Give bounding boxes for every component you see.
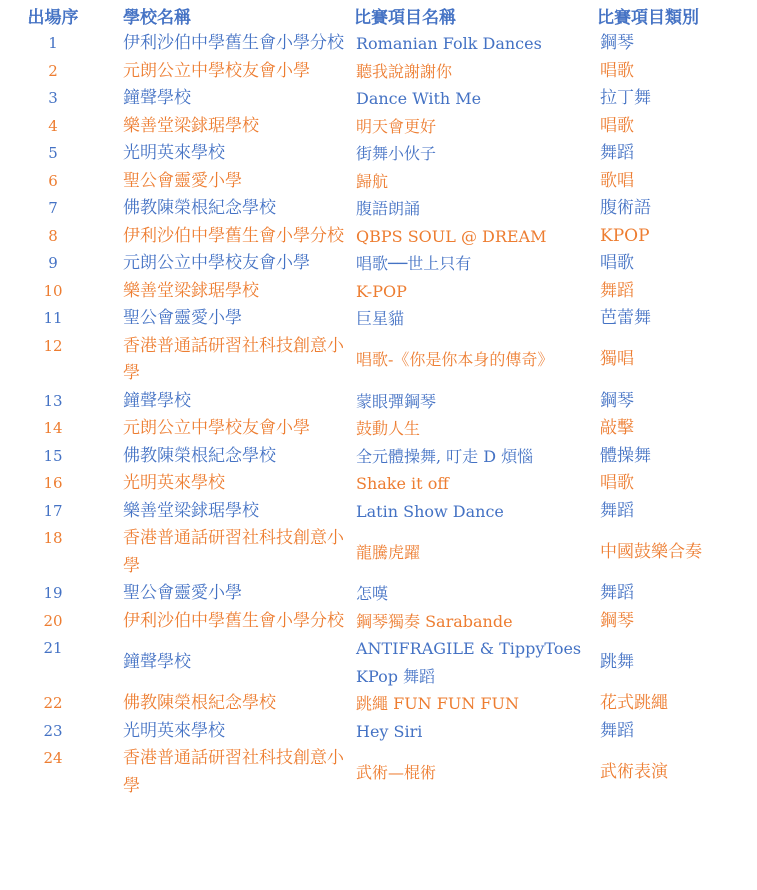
row-school-name: 光明英來學校 bbox=[123, 473, 225, 493]
row-school-name: 鐘聲學校 bbox=[123, 651, 191, 672]
row-item-name: 跳繩 FUN FUN FUN bbox=[356, 694, 520, 713]
row-school-name: 伊利沙伯中學舊生會小學分校 bbox=[123, 33, 344, 53]
row-item-category: 獨唱 bbox=[600, 349, 634, 370]
table-row bbox=[0, 85, 757, 113]
row-item-name: 蒙眼彈鋼琴 bbox=[356, 391, 437, 411]
row-item-category: 中國鼓樂合奏 bbox=[600, 541, 702, 562]
table-row bbox=[0, 113, 757, 141]
row-item-name: Latin Show Dance bbox=[356, 501, 504, 521]
row-item-category: 體操舞 bbox=[600, 445, 651, 466]
row-school-name: 佛教陳榮根紀念學校 bbox=[123, 198, 276, 218]
row-school-name: 香港普通話研習社科技創意小學 bbox=[123, 748, 344, 796]
row-item-name: 唱歌──世上只有 bbox=[356, 254, 472, 273]
row-order-number: 11 bbox=[43, 309, 63, 327]
table-row bbox=[0, 223, 757, 251]
row-order-number: 15 bbox=[43, 446, 63, 465]
row-item-category: 鋼琴 bbox=[600, 610, 634, 631]
row-item-category: 腹術語 bbox=[600, 198, 651, 218]
table-row bbox=[0, 580, 757, 608]
row-school-name: 聖公會靈愛小學 bbox=[123, 170, 242, 191]
row-item-category: 武術表演 bbox=[600, 761, 668, 782]
row-item-category: 芭蕾舞 bbox=[600, 308, 651, 328]
row-school-name: 聖公會靈愛小學 bbox=[123, 308, 242, 328]
row-order-number: 23 bbox=[43, 721, 63, 740]
row-school-name: 元朗公立中學校友會小學 bbox=[123, 253, 310, 273]
row-item-category: 鋼琴 bbox=[600, 390, 634, 411]
row-school-name: 光明英來學校 bbox=[123, 720, 225, 741]
row-order-number: 9 bbox=[48, 254, 58, 272]
row-order-number: 24 bbox=[43, 749, 63, 767]
table-row bbox=[0, 443, 757, 471]
table-row bbox=[0, 278, 757, 306]
row-item-name: 怎嘆 bbox=[356, 584, 389, 603]
row-order-number: 18 bbox=[43, 529, 63, 547]
row-school-name: 樂善堂梁銶琚學校 bbox=[123, 500, 259, 521]
row-item-category: 花式跳繩 bbox=[600, 693, 668, 713]
row-order-number: 12 bbox=[43, 336, 63, 355]
row-item-category: 跳舞 bbox=[600, 651, 634, 672]
row-item-name: 鼓動人生 bbox=[356, 419, 421, 438]
row-item-category: 拉丁舞 bbox=[600, 88, 651, 108]
row-item-category: 唱歌 bbox=[600, 473, 634, 493]
row-order-number: 22 bbox=[43, 694, 63, 712]
row-item-category: 唱歌 bbox=[600, 60, 634, 81]
table-row bbox=[0, 140, 757, 168]
row-order-number: 3 bbox=[48, 89, 58, 107]
table-row bbox=[0, 168, 757, 196]
table-row bbox=[0, 195, 757, 223]
row-item-category: 舞蹈 bbox=[600, 143, 634, 163]
row-school-name: 元朗公立中學校友會小學 bbox=[123, 418, 310, 438]
row-item-name: ANTIFRAGILE & TippyToes KPop 舞蹈 bbox=[356, 639, 582, 686]
row-item-name: 腹語朗誦 bbox=[356, 199, 421, 218]
row-item-name: 明天會更好 bbox=[356, 116, 437, 136]
row-item-name: QBPS SOUL @ DREAM bbox=[356, 226, 547, 246]
row-school-name: 鐘聲學校 bbox=[123, 390, 191, 411]
row-school-name: 光明英來學校 bbox=[123, 143, 225, 163]
row-item-category: 敲擊 bbox=[600, 418, 634, 438]
row-order-number: 4 bbox=[48, 116, 58, 135]
table-row bbox=[0, 690, 757, 718]
table-row bbox=[0, 745, 757, 800]
row-item-category: 舞蹈 bbox=[600, 500, 634, 521]
header-item-category: 比賽項目類別 bbox=[597, 7, 699, 28]
row-order-number: 6 bbox=[48, 171, 58, 190]
row-item-name: 街舞小伙子 bbox=[356, 144, 437, 163]
row-item-name: Dance With Me bbox=[356, 89, 482, 108]
table-row bbox=[0, 30, 757, 58]
row-item-category: 舞蹈 bbox=[600, 583, 634, 603]
row-order-number: 21 bbox=[43, 639, 63, 657]
row-order-number: 19 bbox=[43, 584, 63, 602]
table-row bbox=[0, 333, 757, 388]
row-item-name: 鋼琴獨奏 Sarabande bbox=[356, 611, 513, 631]
row-order-number: 10 bbox=[43, 281, 63, 300]
table-row bbox=[0, 250, 757, 278]
row-school-name: 鐘聲學校 bbox=[123, 88, 191, 108]
row-order-number: 13 bbox=[43, 391, 63, 410]
row-order-number: 5 bbox=[48, 144, 58, 162]
row-item-name: 歸航 bbox=[356, 171, 389, 191]
row-school-name: 佛教陳榮根紀念學校 bbox=[123, 445, 276, 466]
row-school-name: 伊利沙伯中學舊生會小學分校 bbox=[123, 225, 344, 246]
row-school-name: 香港普通話研習社科技創意小學 bbox=[123, 528, 344, 576]
row-order-number: 16 bbox=[43, 474, 63, 492]
table-row bbox=[0, 470, 757, 498]
row-item-name: 武術—棍術 bbox=[356, 762, 437, 782]
table-row bbox=[0, 525, 757, 580]
row-school-name: 聖公會靈愛小學 bbox=[123, 583, 242, 603]
table-header-row bbox=[0, 0, 757, 30]
header-item-name: 比賽項目名稱 bbox=[354, 7, 456, 28]
row-order-number: 20 bbox=[43, 611, 63, 630]
row-school-name: 佛教陳榮根紀念學校 bbox=[123, 693, 276, 713]
table-body bbox=[0, 30, 757, 800]
table-row bbox=[0, 608, 757, 636]
row-item-category: KPOP bbox=[600, 225, 650, 246]
row-item-name: K-POP bbox=[356, 281, 407, 301]
row-school-name: 伊利沙伯中學舊生會小學分校 bbox=[123, 610, 344, 631]
row-item-name: Hey Siri bbox=[356, 721, 423, 741]
row-item-category: 鋼琴 bbox=[600, 33, 634, 53]
row-school-name: 元朗公立中學校友會小學 bbox=[123, 60, 310, 81]
row-school-name: 樂善堂梁銶琚學校 bbox=[123, 280, 259, 301]
row-item-category: 舞蹈 bbox=[600, 720, 634, 741]
table-row bbox=[0, 388, 757, 416]
table-row bbox=[0, 718, 757, 746]
table-row bbox=[0, 498, 757, 526]
row-item-name: 唱歌-《你是你本身的傳奇》 bbox=[356, 350, 554, 370]
row-item-name: 龍騰虎躍 bbox=[356, 542, 421, 562]
header-school: 學校名稱 bbox=[123, 7, 191, 28]
row-school-name: 樂善堂梁銶琚學校 bbox=[123, 115, 259, 136]
row-item-category: 歌唱 bbox=[600, 170, 634, 191]
row-order-number: 14 bbox=[43, 419, 63, 437]
row-item-category: 舞蹈 bbox=[600, 280, 634, 301]
row-item-name: 聽我說謝謝你 bbox=[356, 61, 453, 81]
row-item-category: 唱歌 bbox=[600, 115, 634, 136]
row-order-number: 1 bbox=[48, 34, 58, 52]
row-item-name: 全元體操舞, 叮走 D 煩惱 bbox=[356, 446, 534, 466]
row-order-number: 8 bbox=[48, 226, 58, 245]
row-item-name: 巨星貓 bbox=[356, 309, 405, 328]
table-row bbox=[0, 305, 757, 333]
row-item-name: Romanian Folk Dances bbox=[356, 34, 542, 53]
row-item-name: Shake it off bbox=[356, 474, 449, 493]
header-order: 出場序 bbox=[27, 7, 79, 28]
row-item-category: 唱歌 bbox=[600, 253, 634, 273]
table-row bbox=[0, 58, 757, 86]
table-row bbox=[0, 635, 757, 690]
table-row bbox=[0, 415, 757, 443]
row-order-number: 17 bbox=[43, 501, 63, 520]
row-order-number: 7 bbox=[48, 199, 58, 217]
row-order-number: 2 bbox=[48, 61, 58, 80]
row-school-name: 香港普通話研習社科技創意小學 bbox=[123, 335, 344, 383]
